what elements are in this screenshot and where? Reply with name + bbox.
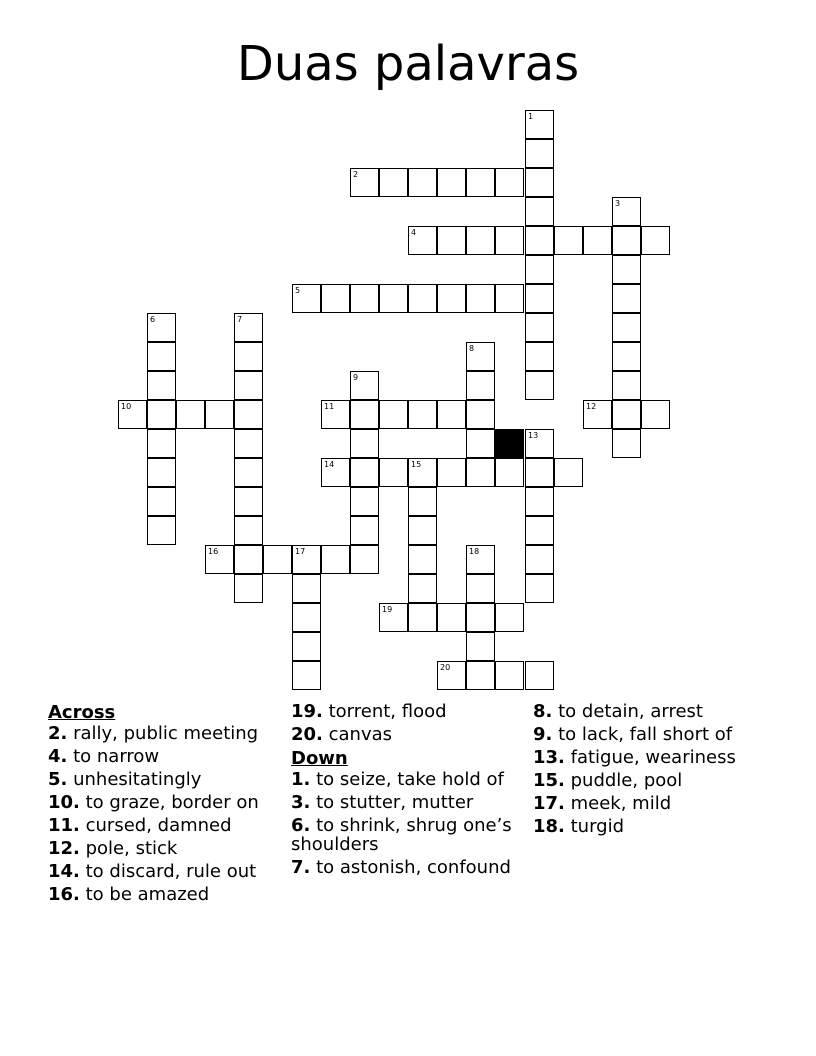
grid-cell[interactable]	[147, 371, 176, 400]
clue	[48, 724, 280, 743]
grid-cell[interactable]	[408, 400, 437, 429]
clue	[48, 885, 280, 904]
grid-cell[interactable]	[350, 429, 379, 458]
grid-cell[interactable]	[612, 400, 641, 429]
grid-cell[interactable]	[437, 603, 466, 632]
black-cell	[495, 429, 524, 458]
clue-number-label: 9.	[533, 724, 553, 745]
clue-text: unhesitatingly	[67, 769, 202, 790]
grid-cell[interactable]	[205, 545, 234, 574]
grid-cell[interactable]	[408, 458, 437, 487]
clue	[48, 816, 280, 835]
clue-number: 10	[121, 402, 132, 411]
clue	[48, 793, 280, 812]
grid-cell[interactable]	[147, 429, 176, 458]
grid-cell[interactable]	[525, 284, 554, 313]
grid-cell[interactable]	[525, 168, 554, 197]
clue	[48, 839, 280, 858]
clue-text: to graze, border on	[79, 792, 259, 813]
grid-cell[interactable]	[350, 168, 379, 197]
grid-cell[interactable]	[583, 226, 612, 255]
clue-number: 19	[382, 605, 393, 614]
puzzle-title: Duas palavras	[236, 36, 580, 92]
clue-heading-across: Across	[48, 702, 116, 723]
clue-number-label: 13.	[533, 747, 565, 768]
grid-cell[interactable]	[408, 226, 437, 255]
grid-cell[interactable]	[350, 545, 379, 574]
grid-cell[interactable]	[466, 429, 495, 458]
grid-cell[interactable]	[292, 284, 321, 313]
grid-cell[interactable]	[321, 284, 350, 313]
clue-number-label: 14.	[48, 861, 80, 882]
grid-cell[interactable]	[408, 284, 437, 313]
clue-number: 9	[353, 373, 359, 382]
clue-text: to seize, take hold of	[310, 769, 504, 790]
grid-cell[interactable]	[292, 661, 321, 690]
clue-number-label: 16.	[48, 884, 80, 905]
grid-cell[interactable]	[554, 458, 583, 487]
grid-cell[interactable]	[292, 603, 321, 632]
grid-cell[interactable]	[379, 284, 408, 313]
clue	[533, 794, 773, 813]
grid-cell[interactable]	[321, 458, 350, 487]
grid-cell[interactable]	[437, 168, 466, 197]
grid-cell[interactable]	[263, 545, 292, 574]
grid-cell[interactable]	[525, 255, 554, 284]
grid-cell[interactable]	[408, 574, 437, 603]
clue-text: to detain, arrest	[552, 701, 703, 722]
grid-cell[interactable]	[234, 429, 263, 458]
clue-number-label: 6.	[291, 815, 311, 836]
clue-text: canvas	[322, 724, 393, 745]
clue-text: pole, stick	[79, 838, 178, 859]
grid-cell[interactable]	[321, 545, 350, 574]
clue-number: 12	[586, 402, 597, 411]
grid-cell[interactable]	[525, 371, 554, 400]
grid-cell[interactable]	[525, 429, 554, 458]
grid-cell[interactable]	[495, 603, 524, 632]
grid-cell[interactable]	[205, 400, 234, 429]
grid-cell[interactable]	[437, 458, 466, 487]
grid-cell[interactable]	[525, 197, 554, 226]
clue	[533, 771, 773, 790]
grid-cell[interactable]	[350, 284, 379, 313]
clue	[48, 770, 280, 789]
clue-number: 8	[469, 344, 475, 353]
clue-text: rally, public meeting	[67, 723, 259, 744]
clue-text: to shrink, shrug one’s shoulders	[291, 815, 512, 855]
grid-cell[interactable]	[147, 313, 176, 342]
grid-cell[interactable]	[408, 545, 437, 574]
clue-number-label: 20.	[291, 724, 323, 745]
clue-number: 11	[324, 402, 335, 411]
grid-cell[interactable]	[234, 487, 263, 516]
clue-text: to lack, fall short of	[552, 724, 733, 745]
grid-cell[interactable]	[408, 487, 437, 516]
grid-cell[interactable]	[292, 545, 321, 574]
clue-text: to narrow	[67, 746, 160, 767]
clue-number: 7	[237, 315, 243, 324]
grid-cell[interactable]	[234, 516, 263, 545]
clue-number-label: 10.	[48, 792, 80, 813]
grid-cell[interactable]	[234, 313, 263, 342]
clue-text: to discard, rule out	[79, 861, 257, 882]
grid-cell[interactable]	[466, 574, 495, 603]
clue-number-label: 19.	[291, 701, 323, 722]
clue-number-label: 1.	[291, 769, 311, 790]
grid-cell[interactable]	[466, 400, 495, 429]
clue-number-label: 15.	[533, 770, 565, 791]
grid-cell[interactable]	[466, 603, 495, 632]
grid-cell[interactable]	[641, 226, 670, 255]
clue-text: meek, mild	[564, 793, 672, 814]
clue-heading-down: Down	[291, 748, 348, 769]
grid-cell[interactable]	[525, 487, 554, 516]
grid-cell[interactable]	[350, 400, 379, 429]
grid-cell[interactable]	[612, 313, 641, 342]
clue-number: 14	[324, 460, 335, 469]
grid-cell[interactable]	[234, 400, 263, 429]
clue	[291, 858, 523, 877]
grid-cell[interactable]	[350, 516, 379, 545]
grid-cell[interactable]	[292, 632, 321, 661]
grid-cell[interactable]	[495, 168, 524, 197]
grid-cell[interactable]	[466, 226, 495, 255]
clue-number: 2	[353, 170, 359, 179]
clue-number-label: 11.	[48, 815, 80, 836]
grid-cell[interactable]	[176, 400, 205, 429]
grid-cell[interactable]	[525, 574, 554, 603]
grid-cell[interactable]	[466, 661, 495, 690]
grid-cell[interactable]	[408, 516, 437, 545]
grid-cell[interactable]	[641, 400, 670, 429]
grid-cell[interactable]	[466, 545, 495, 574]
grid-cell[interactable]	[147, 487, 176, 516]
grid-cell[interactable]	[612, 284, 641, 313]
grid-cell[interactable]	[234, 574, 263, 603]
grid-cell[interactable]	[525, 110, 554, 139]
grid-cell[interactable]	[466, 342, 495, 371]
grid-cell[interactable]	[466, 168, 495, 197]
clue-number: 1	[528, 112, 534, 121]
clue-text: puddle, pool	[564, 770, 683, 791]
grid-cell[interactable]	[350, 458, 379, 487]
grid-cell[interactable]	[525, 342, 554, 371]
grid-cell[interactable]	[350, 487, 379, 516]
grid-cell[interactable]	[147, 458, 176, 487]
grid-cell[interactable]	[437, 661, 466, 690]
clue-number: 5	[295, 286, 301, 295]
clue-number-label: 18.	[533, 816, 565, 837]
grid-cell[interactable]	[612, 255, 641, 284]
grid-cell[interactable]	[118, 400, 147, 429]
clue-number: 18	[469, 547, 480, 556]
clue-text: torrent, flood	[322, 701, 447, 722]
grid-cell[interactable]	[408, 603, 437, 632]
clue-number: 6	[150, 315, 156, 324]
clue-number-label: 3.	[291, 792, 311, 813]
clue	[291, 816, 523, 854]
grid-cell[interactable]	[612, 342, 641, 371]
grid-cell[interactable]	[612, 371, 641, 400]
grid-cell[interactable]	[437, 226, 466, 255]
grid-cell[interactable]	[612, 226, 641, 255]
grid-cell[interactable]	[379, 458, 408, 487]
grid-cell[interactable]	[234, 458, 263, 487]
grid-cell[interactable]	[495, 226, 524, 255]
grid-cell[interactable]	[379, 168, 408, 197]
grid-cell[interactable]	[525, 661, 554, 690]
clue-number-label: 17.	[533, 793, 565, 814]
grid-cell[interactable]	[554, 226, 583, 255]
clue	[291, 702, 523, 721]
clue-number-label: 7.	[291, 857, 311, 878]
clue	[533, 702, 773, 721]
grid-cell[interactable]	[437, 284, 466, 313]
clue	[291, 725, 523, 744]
clue	[48, 862, 280, 881]
clue-text: fatigue, weariness	[564, 747, 736, 768]
clue-number: 13	[528, 431, 539, 440]
grid-cell[interactable]	[525, 516, 554, 545]
grid-cell[interactable]	[525, 458, 554, 487]
grid-cell[interactable]	[147, 342, 176, 371]
grid-cell[interactable]	[525, 545, 554, 574]
clue-number: 3	[615, 199, 621, 208]
grid-cell[interactable]	[612, 429, 641, 458]
grid-cell[interactable]	[379, 400, 408, 429]
clue-column-1	[48, 702, 280, 908]
clue-number: 20	[440, 663, 451, 672]
grid-cell[interactable]	[466, 458, 495, 487]
clue	[533, 748, 773, 767]
grid-cell[interactable]	[583, 400, 612, 429]
grid-cell[interactable]	[147, 516, 176, 545]
clue-column-2	[291, 702, 523, 881]
grid-cell[interactable]	[321, 400, 350, 429]
clue-text: to be amazed	[79, 884, 210, 905]
clue-text: cursed, damned	[79, 815, 232, 836]
grid-cell[interactable]	[234, 371, 263, 400]
grid-cell[interactable]	[525, 139, 554, 168]
clue-number-label: 8.	[533, 701, 553, 722]
clue	[533, 817, 773, 836]
grid-cell[interactable]	[437, 400, 466, 429]
clue-number-label: 4.	[48, 746, 68, 767]
clue-number: 17	[295, 547, 306, 556]
clue	[533, 725, 773, 744]
clue-text: turgid	[564, 816, 625, 837]
grid-cell[interactable]	[292, 574, 321, 603]
clue	[48, 747, 280, 766]
clue-number: 4	[411, 228, 417, 237]
clue-text: to astonish, confound	[310, 857, 511, 878]
clue-number-label: 12.	[48, 838, 80, 859]
clue	[291, 770, 523, 789]
grid-cell[interactable]	[612, 197, 641, 226]
grid-cell[interactable]	[495, 661, 524, 690]
grid-cell[interactable]	[408, 168, 437, 197]
clue-number-label: 5.	[48, 769, 68, 790]
grid-cell[interactable]	[495, 284, 524, 313]
grid-cell[interactable]	[495, 458, 524, 487]
clue-number-label: 2.	[48, 723, 68, 744]
grid-cell[interactable]	[379, 603, 408, 632]
grid-cell[interactable]	[525, 313, 554, 342]
grid-cell[interactable]	[466, 284, 495, 313]
clue-column-3	[533, 702, 773, 840]
grid-cell[interactable]	[466, 632, 495, 661]
clue-number: 15	[411, 460, 422, 469]
grid-cell[interactable]	[525, 226, 554, 255]
grid-cell[interactable]	[147, 400, 176, 429]
clue-text: to stutter, mutter	[310, 792, 474, 813]
clue-number: 16	[208, 547, 219, 556]
clue	[291, 793, 523, 812]
grid-cell[interactable]	[350, 371, 379, 400]
grid-cell[interactable]	[466, 371, 495, 400]
grid-cell[interactable]	[234, 545, 263, 574]
grid-cell[interactable]	[234, 342, 263, 371]
